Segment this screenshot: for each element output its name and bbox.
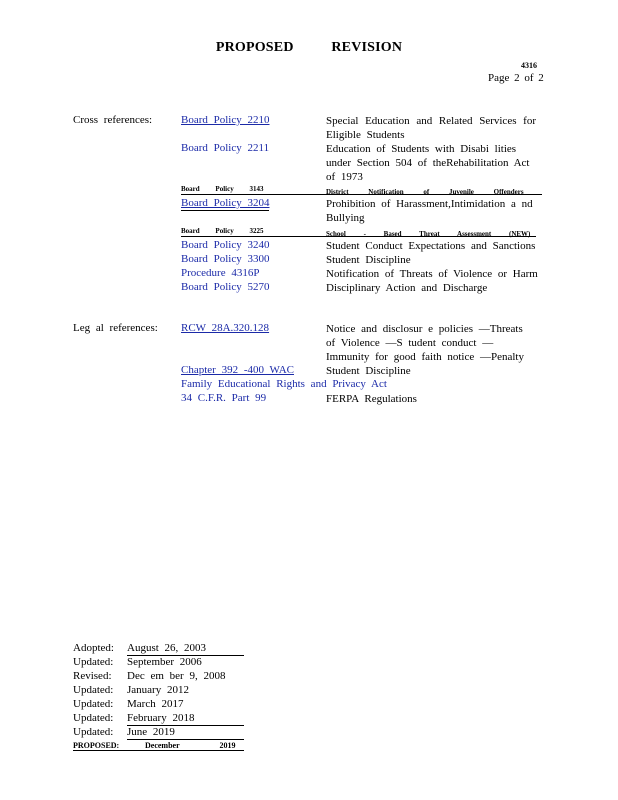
history-label: Adopted: <box>73 642 114 654</box>
history-label: Revised: <box>73 670 112 682</box>
cross-reference-description: Notification of Threats of Violence or Harm <box>326 268 538 280</box>
cross-reference-link[interactable]: Board Policy 3240 <box>181 239 270 251</box>
cross-reference-link[interactable]: Board Policy 5270 <box>181 281 270 293</box>
history-label: Updated: <box>73 656 114 668</box>
history-date: January 2012 <box>127 684 189 696</box>
history-date: March 2017 <box>127 698 184 710</box>
history-date: August 26, 2003 <box>127 642 207 654</box>
history-label-proposed: PROPOSED: <box>73 741 120 750</box>
cross-reference-description-new: School - Based Threat Assessment (NEW) <box>326 230 531 238</box>
cross-reference-link[interactable]: Board Policy 2210 <box>181 114 270 126</box>
history-date-proposed: December 2019 <box>145 741 236 750</box>
cross-reference-link[interactable]: Board Policy 3300 <box>181 253 270 265</box>
cross-references-label: Cross references: <box>73 114 153 126</box>
cross-reference-description: Student Discipline <box>326 254 411 266</box>
cross-reference-link[interactable]: Procedure 4316P <box>181 267 260 279</box>
legal-reference-link[interactable]: RCW 28A.320.128 <box>181 322 270 334</box>
cross-reference-link[interactable]: Board Policy 3204 <box>181 197 270 209</box>
divider-line <box>73 750 244 751</box>
history-label: Updated: <box>73 712 114 724</box>
legal-reference-description: Notice and disclosur e policies —Threats of Violence —S tudent conduct —Immunity for good faith notice —Penalty <box>326 323 524 363</box>
cross-reference-description: Prohibition of Harassment,Intimidation a nd Bullying <box>326 198 533 224</box>
legal-reference-link[interactable]: 34 C.F.R. Part 99 <box>181 392 267 404</box>
cross-reference-link[interactable]: Board Policy 2211 <box>181 142 270 154</box>
divider-line <box>181 194 542 195</box>
history-date: June 2019 <box>127 726 175 738</box>
document-title: PROPOSED REVISION <box>215 40 403 55</box>
cross-reference-description: Special Education and Related Services for Eligible Students <box>326 115 536 141</box>
legal-reference-link[interactable]: Chapter 392 -400 WAC <box>181 364 294 376</box>
page-number: Page 2 of 2 <box>488 72 544 84</box>
cross-reference-description: Disciplinary Action and Discharge <box>326 282 488 294</box>
cross-reference-description: Education of Students with Disabi lities under Section 504 of theRehabilitation Act of 1973 <box>326 143 530 183</box>
history-label: Updated: <box>73 698 114 710</box>
legal-reference-description: FERPA Regulations <box>326 393 417 405</box>
cross-reference-description-struck: District Notification of Juvenile Offenders <box>326 188 524 196</box>
legal-references-label: Leg al references: <box>73 322 158 334</box>
cross-reference-new: Board Policy 3225 <box>181 227 264 235</box>
history-label: Updated: <box>73 684 114 696</box>
legal-reference-description: Student Discipline <box>326 365 411 377</box>
policy-number: 4316 <box>521 61 537 70</box>
cross-reference-description: Student Conduct Expectations and Sanctions <box>326 240 536 252</box>
divider-line <box>181 236 536 237</box>
legal-reference-link[interactable]: Family Educational Rights and Privacy Act <box>181 378 387 390</box>
history-date: September 2006 <box>127 656 202 668</box>
history-date: Dec em ber 9, 2008 <box>127 670 226 682</box>
history-date: February 2018 <box>127 712 195 724</box>
divider-line <box>127 739 244 740</box>
cross-reference-struck: Board Policy 3143 <box>181 185 264 193</box>
history-label: Updated: <box>73 726 114 738</box>
divider-line <box>181 210 269 211</box>
